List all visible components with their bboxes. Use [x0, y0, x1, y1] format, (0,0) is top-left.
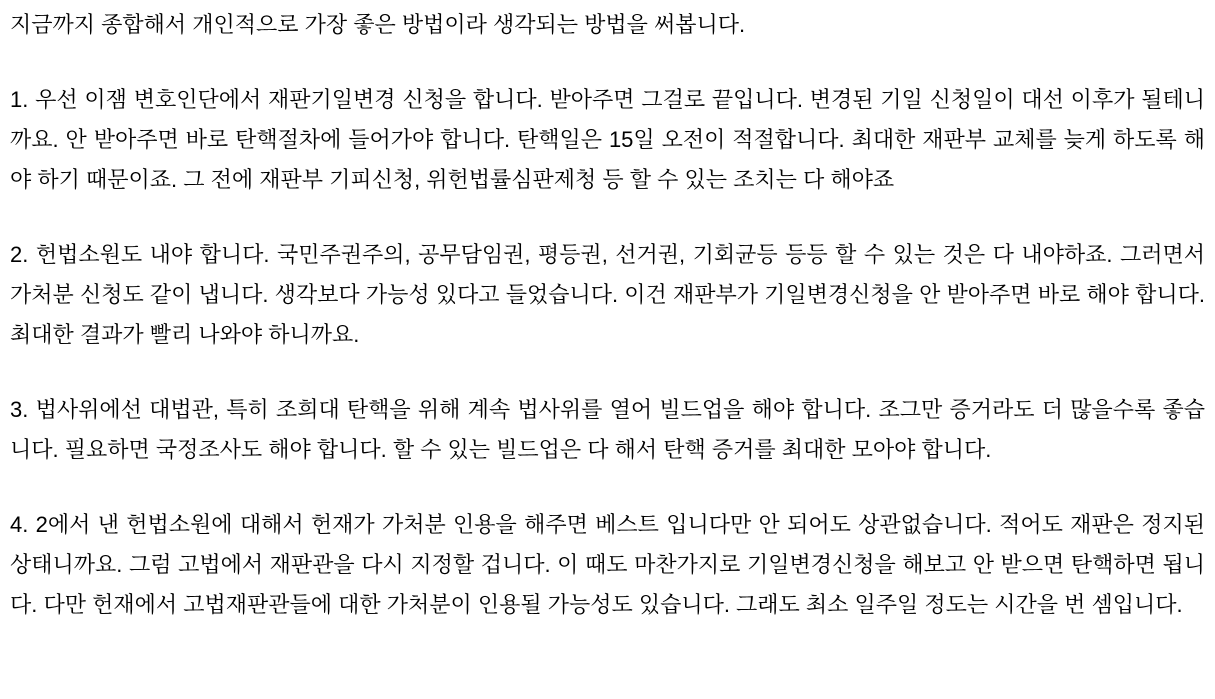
numbered-paragraph-4: 4. 2에서 낸 헌법소원에 대해서 헌재가 가처분 인용을 해주면 베스트 입니다만 안 되어도 상관없습니다. 적어도 재판은 정지된 상태니까요. 그럼 고법에서 재판관을 다시 지정할 겁니다. 이 때도 마찬가지로 기일변경신청을 해보고 안 받으면 탄핵하면 됩니다. 다만 헌재에서 고법재판관들에 대한 가처분이 인용될 가능성도 있습니다. 그래도 최소 일주일 정도는 시간을 번 셈입니다. — [10, 512, 1205, 617]
intro-paragraph: 지금까지 종합해서 개인적으로 가장 좋은 방법이라 생각되는 방법을 써봅니다. — [10, 12, 746, 37]
numbered-paragraph-1: 1. 우선 이잼 변호인단에서 재판기일변경 신청을 합니다. 받아주면 그걸로 끝입니다. 변경된 기일 신청일이 대선 이후가 될테니까요. 안 받아주면 바로 탄핵절차에 들어가야 합니다. 탄핵일은 15일 오전이 적절합니다. 최대한 재판부 교체를 늦게 하도록 해야 하기 때문이죠. 그 전에 재판부 기피신청, 위헌법률심판제청 등 할 수 있는 조치는 다 해야죠 — [10, 87, 1205, 192]
numbered-paragraph-3: 3. 법사위에선 대법관, 특히 조희대 탄핵을 위해 계속 법사위를 열어 빌드업을 해야 합니다. 조그만 증거라도 더 많을수록 좋습니다. 필요하면 국정조사도 해야 합니다. 할 수 있는 빌드업은 다 해서 탄핵 증거를 최대한 모아야 합니다. — [10, 397, 1205, 462]
numbered-paragraph-2: 2. 헌법소원도 내야 합니다. 국민주권주의, 공무담임권, 평등권, 선거권, 기회균등 등등 할 수 있는 것은 다 내야하죠. 그러면서 가처분 신청도 같이 냅니다. 생각보다 가능성 있다고 들었습니다. 이건 재판부가 기일변경신청을 안 받아주면 바로 해야 합니다. 최대한 결과가 빨리 나와야 하니까요. — [10, 242, 1205, 347]
